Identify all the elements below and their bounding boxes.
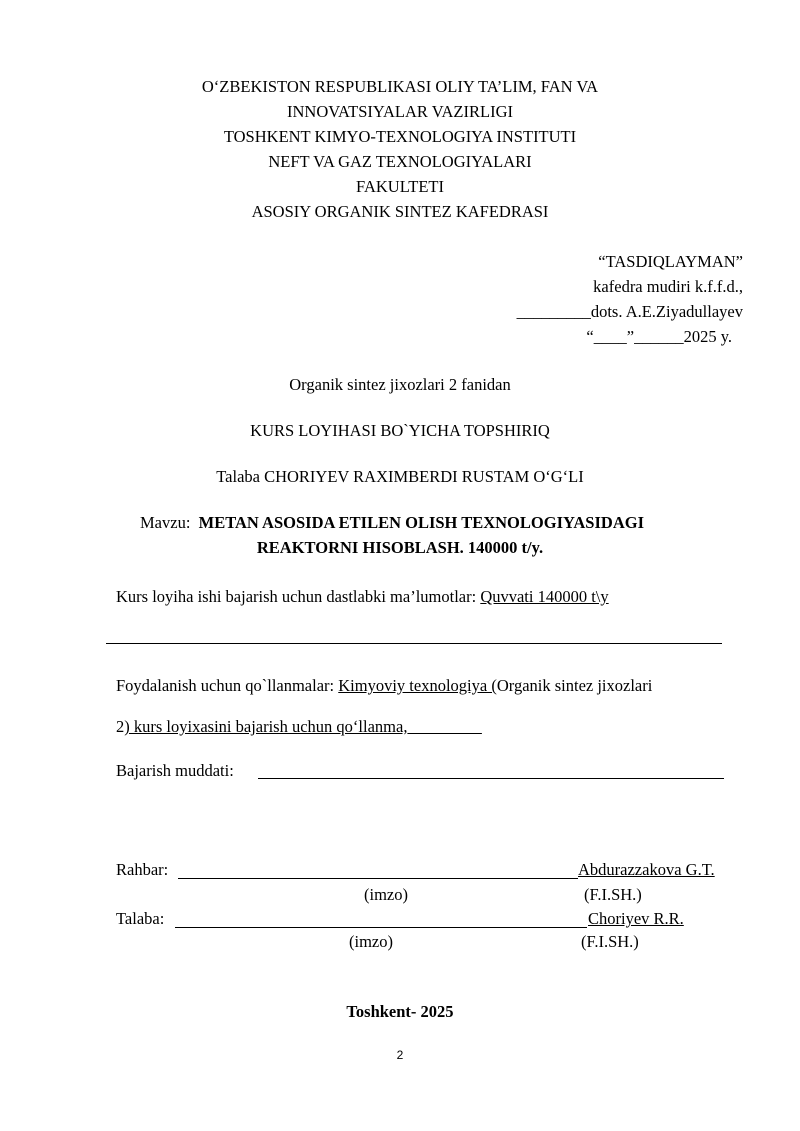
- approval-name: dots. A.E.Ziyadullayev: [590, 302, 743, 321]
- supervisor-name: Abdurazzakova G.T.: [578, 860, 715, 879]
- manuals-value-underlined: Kimyoviy texnologiya (: [338, 676, 497, 695]
- manuals-line2-plain: 2: [116, 717, 125, 736]
- supervisor-label: Rahbar:: [116, 860, 169, 879]
- manuals-value-rest: Organik sintez jixozlari: [496, 676, 653, 695]
- manuals-label: Foydalanish uchun qo`llanmalar:: [116, 676, 339, 695]
- student-name: Choriyev R.R.: [588, 909, 684, 928]
- student-line: Talaba CHORIYEV RAXIMBERDI RUSTAM O‘G‘LI: [216, 467, 584, 486]
- topic-title-1: METAN ASOSIDA ETILEN OLISH TEXNOLOGIYASIDAGI: [198, 513, 644, 532]
- deadline-label: Bajarish muddati:: [116, 761, 234, 780]
- approval-date: “____”______2025 y.: [586, 327, 732, 346]
- student-label: Talaba:: [116, 909, 165, 928]
- header-line-3: TOSHKENT KIMYO-TEXNOLOGIYA INSTITUTI: [223, 127, 577, 146]
- page-number: 2: [396, 1048, 404, 1062]
- subject-line: Organik sintez jixozlari 2 fanidan: [289, 375, 511, 394]
- approval-signature-blank: _________: [516, 302, 591, 321]
- deadline-blank: [258, 778, 724, 779]
- topic-title-2: REAKTORNI HISOBLASH. 140000 t/y.: [256, 538, 544, 557]
- blank-line: [106, 643, 722, 644]
- header-line-5: FAKULTETI: [356, 177, 444, 196]
- city-year: Toshkent- 2025: [346, 1002, 454, 1021]
- supervisor-fish: (F.I.SH.): [584, 885, 642, 904]
- supervisor-imzo: (imzo): [364, 885, 408, 904]
- header-line-2: INNOVATSIYALAR VAZIRLIGI: [287, 102, 513, 121]
- initial-data-value: Quvvati 140000 t\y: [480, 587, 609, 606]
- topic-label: Mavzu:: [140, 513, 191, 532]
- topic-line-1: [140, 513, 644, 533]
- student-signature-line: [175, 927, 587, 928]
- header-line-6: ASOSIY ORGANIK SINTEZ KAFEDRASI: [251, 202, 549, 221]
- supervisor-signature-line: [178, 878, 578, 879]
- approval-title: “TASDIQLAYMAN”: [598, 252, 743, 271]
- initial-data-label: Kurs loyiha ishi bajarish uchun dastlabki ma’lumotlar:: [116, 587, 481, 606]
- approval-position: kafedra mudiri k.f.f.d.,: [593, 277, 743, 296]
- student-fish: (F.I.SH.): [581, 932, 639, 951]
- assignment-title: KURS LOYIHASI BO`YICHA TOPSHIRIQ: [250, 421, 550, 440]
- initial-data-line: [116, 587, 609, 607]
- manuals-line-2: [116, 717, 482, 737]
- approval-signatory: [517, 302, 743, 322]
- student-imzo: (imzo): [349, 932, 393, 951]
- manuals-line2-underlined: ) kurs loyixasini bajarish uchun qo‘llanma,_________: [124, 717, 482, 736]
- header-line-4: NEFT VA GAZ TEXNOLOGIYALARI: [268, 152, 532, 171]
- header-line-1: O‘ZBEKISTON RESPUBLIKASI OLIY TA’LIM, FAN VA: [201, 77, 599, 96]
- manuals-line-1: [116, 676, 652, 696]
